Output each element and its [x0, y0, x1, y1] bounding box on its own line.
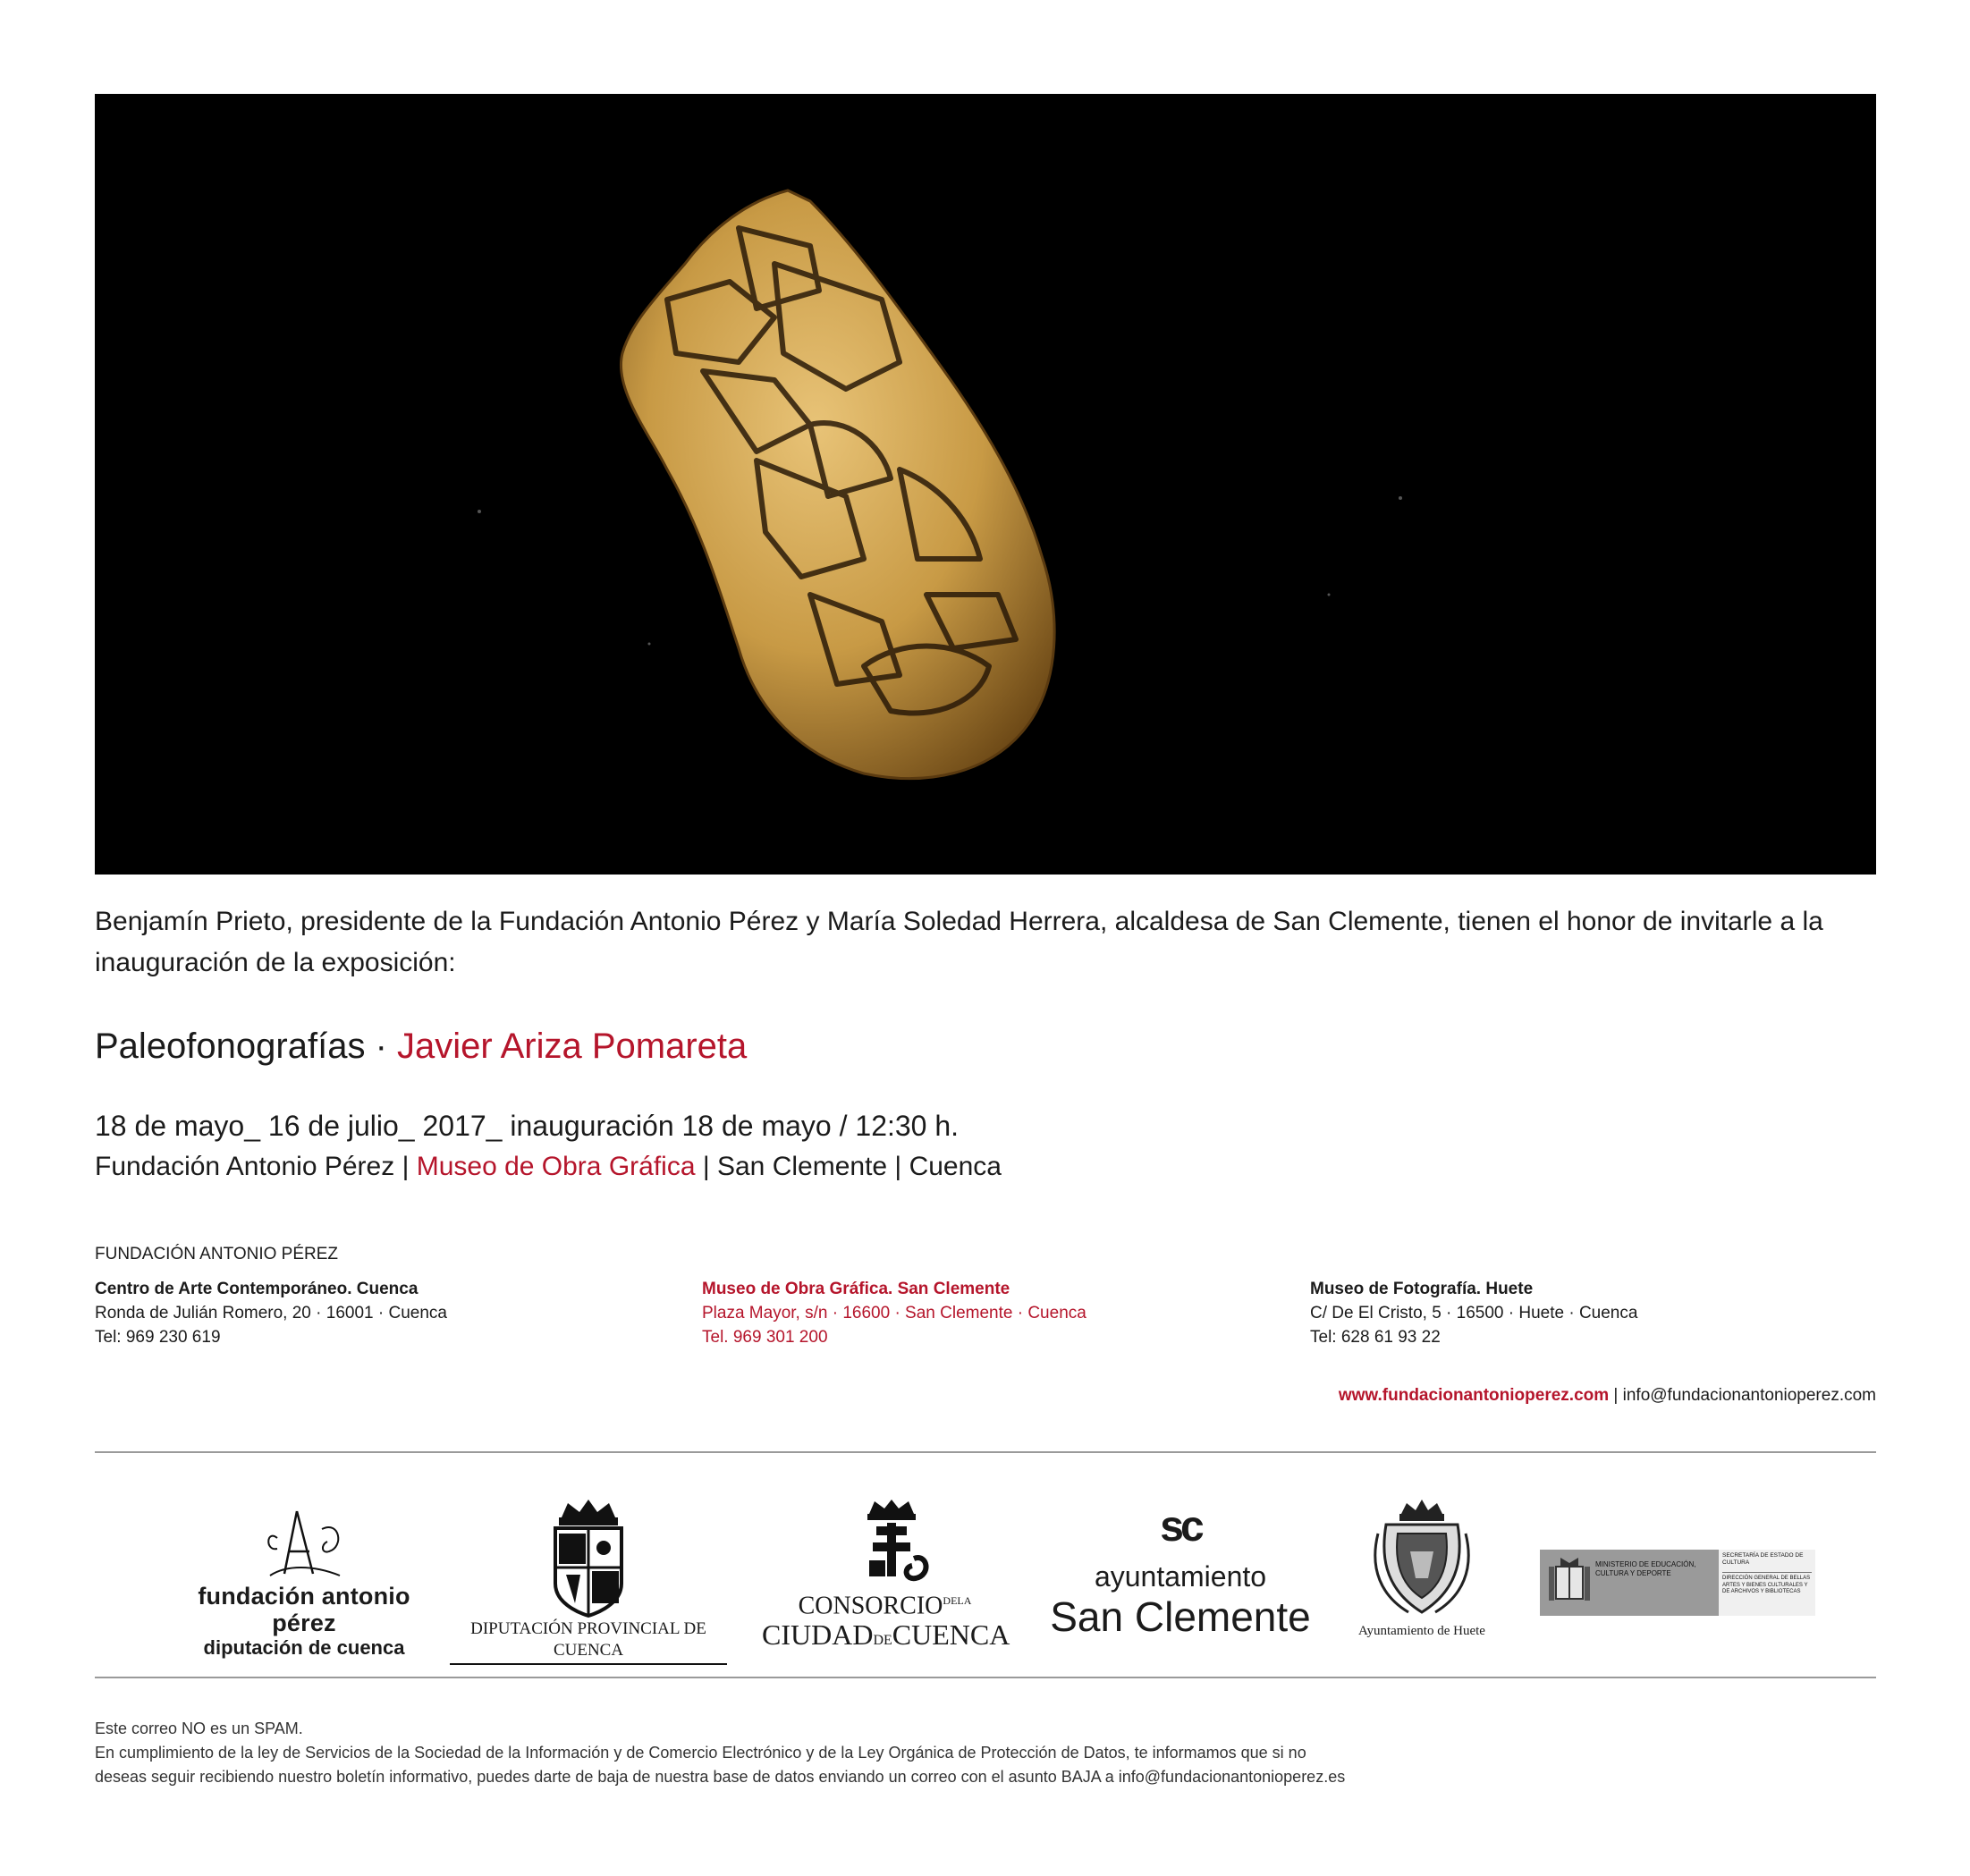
venue-foundation: Fundación Antonio Pérez: [95, 1152, 395, 1181]
engraved-stone-artwork: [95, 94, 1876, 875]
sc-mark-text: sc: [1160, 1503, 1201, 1551]
diputacion-logo-text: DIPUTACIÓN PROVINCIAL DE CUENCA: [450, 1618, 727, 1665]
address-phone: Tel. 969 301 200: [702, 1328, 828, 1347]
venue-town: San Clemente: [716, 1152, 888, 1181]
venue-museum: Museo de Obra Gráfica: [416, 1152, 696, 1181]
venue-separator: |: [695, 1152, 717, 1181]
exhibition-venue: [95, 1147, 1002, 1187]
consorcio-word: CONSORCIO: [798, 1592, 943, 1620]
huete-seal-text: [1346, 1603, 1347, 1604]
exhibition-name: Paleofonografías: [95, 1027, 366, 1066]
huete-logo-text: Ayuntamiento de Huete: [1358, 1624, 1485, 1638]
address-street: Ronda de Julián Romero, 20 · 16001 · Cuenca: [95, 1304, 447, 1322]
fap-logo-line2: diputación de cuenca: [203, 1636, 405, 1659]
consorcio-la: LA: [957, 1594, 972, 1607]
organization-name: FUNDACIÓN ANTONIO PÉREZ: [95, 1245, 339, 1263]
address-block-cuenca: [95, 1277, 447, 1349]
footer-line-2: En cumplimiento de la ley de Servicios de la Sociedad de la Información y de Comercio Electrónico y de la Ley Orgánica de Protección de Datos, te informamos que si no: [95, 1744, 1306, 1762]
consorcio-de: DE: [943, 1594, 958, 1607]
logo-consorcio-cuenca[interactable]: [762, 1498, 1008, 1650]
link-separator: |: [1609, 1386, 1623, 1405]
ministerio-text: MINISTERIO DE EDUCACIÓN, CULTURA Y DEPORTE: [1595, 1560, 1696, 1577]
venue-separator: |: [394, 1152, 417, 1181]
logo-diputacion-cuenca[interactable]: [450, 1498, 727, 1660]
artist-name: Javier Ariza Pomareta: [397, 1027, 748, 1066]
logo-ayuntamiento-huete[interactable]: [1346, 1498, 1498, 1641]
sc-mark: [1037, 1500, 1323, 1559]
hero-image: [95, 94, 1876, 875]
title-separator: ·: [365, 1027, 397, 1066]
crown-shield-icon: [450, 1498, 727, 1618]
direccion-text: DIRECCIÓN GENERAL DE BELLAS ARTES Y BIENES CULTURALES Y DE ARCHIVOS Y BIBLIOTECAS: [1722, 1572, 1812, 1596]
address-phone: Tel: 628 61 93 22: [1310, 1328, 1441, 1347]
email-link[interactable]: info@fundacionantonioperez.com: [1622, 1386, 1876, 1405]
footer-disclaimer: [95, 1717, 1345, 1789]
consorcio-logo-line1: [762, 1587, 1008, 1619]
address-block-san-clemente: [702, 1277, 1086, 1349]
address-name: Centro de Arte Contemporáneo. Cuenca: [95, 1280, 419, 1298]
exhibition-dates: 18 de mayo_ 16 de julio_ 2017_ inauguración 18 de mayo / 12:30 h.: [95, 1110, 960, 1142]
fap-logo-line1: fundación antonio pérez: [198, 1583, 410, 1636]
sc-logo-line1: ayuntamiento: [1094, 1560, 1267, 1593]
footer-line-3: deseas seguir recibiendo nuestro boletín informativo, puedes darte de baja de nuestra base de datos enviando un correo con el asunto BAJA a info@fundacionantonioperez.es: [95, 1768, 1346, 1786]
exhibition-title: [95, 1024, 747, 1069]
venue-province: Cuenca: [909, 1152, 1002, 1181]
divider-bottom: [95, 1677, 1876, 1678]
consorcio-logo-line2: [762, 1619, 1008, 1656]
consorcio-cuenca: CUENCA: [892, 1618, 1010, 1652]
address-phone: Tel: 969 230 619: [95, 1328, 221, 1347]
address-street: C/ De El Cristo, 5 · 16500 · Huete · Cuenca: [1310, 1304, 1638, 1322]
spain-coat-of-arms-icon: [1547, 1556, 1592, 1610]
logo-fundacion-antonio-perez[interactable]: [188, 1502, 420, 1659]
consorcio-emblem-icon: [762, 1498, 1008, 1587]
sc-logo-line2: San Clemente: [1050, 1593, 1311, 1640]
address-name: Museo de Obra Gráfica. San Clemente: [702, 1280, 1010, 1298]
venue-separator: |: [887, 1152, 909, 1181]
huete-coat-of-arms-icon: [1346, 1498, 1498, 1618]
footer-line-1: Este correo NO es un SPAM.: [95, 1720, 303, 1737]
secretaria-text: SECRETARÍA DE ESTADO DE CULTURA: [1722, 1552, 1804, 1566]
secretaria-panel: [1719, 1550, 1815, 1616]
contact-links: [1339, 1384, 1876, 1407]
logo-ayuntamiento-san-clemente[interactable]: [1037, 1500, 1323, 1652]
fap-signature-icon: [188, 1502, 420, 1583]
divider-top: [95, 1451, 1876, 1453]
address-name: Museo de Fotografía. Huete: [1310, 1280, 1534, 1298]
address-block-huete: [1310, 1277, 1637, 1349]
consorcio-de2: DE: [873, 1633, 892, 1649]
consorcio-ciudad: CIUDAD: [762, 1618, 874, 1652]
logo-ministerio-cultura[interactable]: [1540, 1550, 1815, 1616]
website-link[interactable]: www.fundacionantonioperez.com: [1338, 1386, 1610, 1405]
address-street: Plaza Mayor, s/n · 16600 · San Clemente · Cuenca: [702, 1304, 1086, 1322]
invitation-text: Benjamín Prieto, presidente de la Fundación Antonio Pérez y María Soledad Herrera, alcaldesa de San Clemente, tienen el honor de invitarle a la inauguración de la exposición:: [95, 907, 1823, 977]
